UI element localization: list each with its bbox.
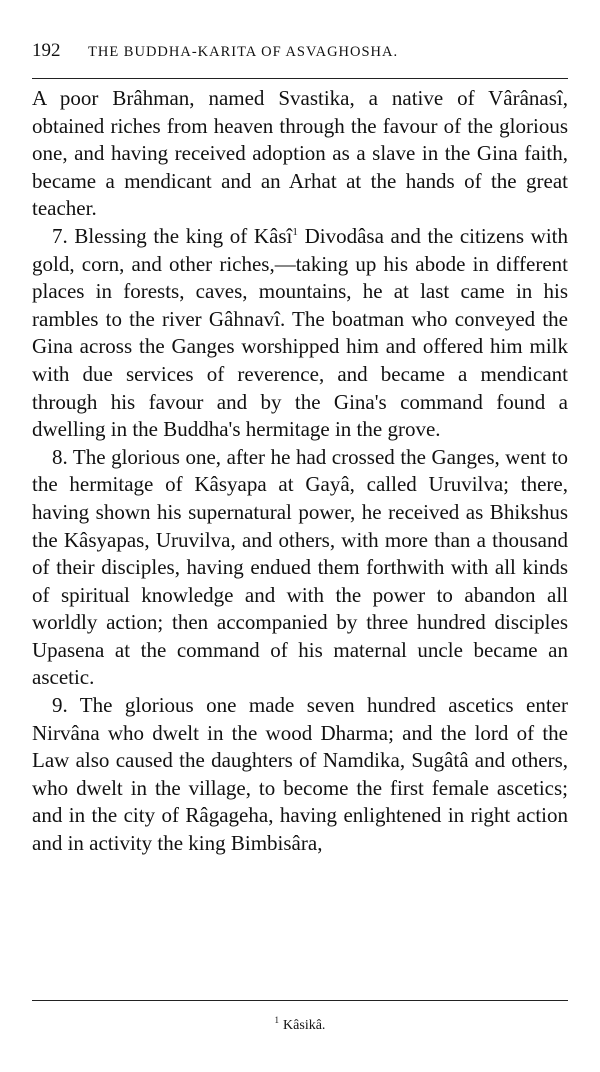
footnote-rule — [32, 1000, 568, 1001]
body-text — [32, 85, 568, 858]
paragraph-8 — [32, 444, 568, 692]
paragraph-9-text: 9. The glorious one made seven hundred ascetics enter Nirvâna who dwelt in the wood Dharma; and the lord of the Law also caused the daughters of Namdika, Sugâtâ and others, who dwelt in the village, to become the first female ascetics; and in the city of Râgageha, having enlightened in right action and in activity the king Bimbisâra, — [32, 693, 568, 856]
header-rule — [32, 78, 568, 79]
paragraph-7 — [32, 223, 568, 444]
paragraph-7-text-end: Divodâsa and the citizens with gold, corn, and other riches,—taking up his abode in different places in forests, caves, mountains, he at last came in his rambles to the river Gâhnavî. The boatman who conveyed the Gina across the Ganges worshipped him and offered him milk with due services of reverence, and became a mendicant through his favour and by the Gina's command found a dwelling in the Buddha's hermitage in the grove. — [32, 223, 568, 442]
paragraph-9 — [32, 692, 568, 858]
running-head — [32, 40, 568, 66]
running-title: THE BUDDHA-KARITA OF ASVAGHOSHA. — [88, 44, 399, 60]
footnote-text: Kâsikâ. — [283, 1018, 326, 1033]
footnote — [0, 1015, 600, 1034]
paragraph-8-text: 8. The glorious one, after he had crossed the Ganges, went to the hermitage of Kâsyapa at Gayâ, called Uruvilva; there, having shown his supernatural power, he received as Bhikshus the Kâsyapas, Uruvilva, and others, with more than a thousand of their disciples, having endued them forthwith with all kinds of spiritual knowledge and with the power to abandon all worldly action; then accompanied by three hundred disciples Upasena at the command of his maternal uncle became an ascetic. — [32, 444, 568, 690]
paragraph-1 — [32, 85, 568, 223]
book-page — [32, 40, 568, 858]
paragraph-1-text: A poor Brâhman, named Svastika, a native of Vârânasî, obtained riches from heaven through the favour of the glorious one, and having received adoption as a slave in the Gina faith, became a mendicant and an Arhat at the hands of the great teacher. — [32, 86, 568, 221]
footnote-reference: 1 — [292, 225, 298, 238]
page-number: 192 — [32, 40, 61, 61]
footnote-marker: 1 — [274, 1015, 280, 1026]
paragraph-7-text-start: 7. Blessing the king of Kâsî — [52, 223, 293, 248]
